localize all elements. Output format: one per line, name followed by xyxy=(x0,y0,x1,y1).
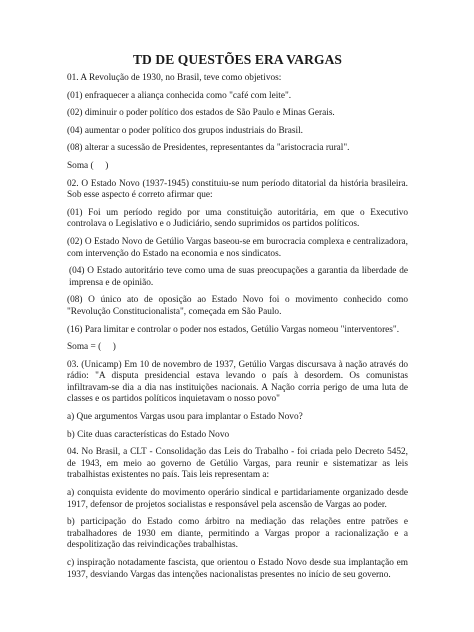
question-3-item-b: b) Cite duas características do Estado Novo xyxy=(67,429,230,440)
question-4-prompt: 04. No Brasil, a CLT - Consolidação das Leis do Trabalho - foi criada pelo Decreto 5452, de 1943, em meio ao governo de Getúlio Vargas, para reunir e sistematizar as leis trabalhistas existentes no país. Tais leis representam a: xyxy=(67,447,408,481)
question-2-option-02: (02) O Estado Novo de Getúlio Vargas baseou-se em burocracia complexa e centralizadora, com intervenção do Estado na economia e nos sindicatos. xyxy=(67,236,408,259)
question-1-option-02: (02) diminuir o poder político dos estados de São Paulo e Minas Gerais. xyxy=(67,108,335,119)
question-1-sum: Soma ( ) xyxy=(67,160,109,171)
question-3-prompt: 03. (Unicamp) Em 10 de novembro de 1937, Getúlio Vargas discursava à nação através do rádio: "A disputa presidencial estava levando o país à desordem. Os comunistas infiltravam-se dia a dia nas instituições nacionais. A Nação corria perigo de uma luta de classes e os partidos políticos inquietavam o nosso povo" xyxy=(67,359,408,405)
question-1-option-01: (01) enfraquecer a aliança conhecida como "café com leite". xyxy=(67,90,292,101)
question-2-option-16: (16) Para limitar e controlar o poder nos estados, Getúlio Vargas nomeou "interventores". xyxy=(67,324,400,335)
question-1-prompt: 01. A Revolução de 1930, no Brasil, teve como objetivos: xyxy=(67,73,282,83)
question-1-option-08: (08) alterar a sucessão de Presidentes, representantes da "aristocracia rural". xyxy=(67,143,350,154)
question-1-option-04: (04) aumentar o poder político dos grupos industriais do Brasil. xyxy=(67,125,303,136)
question-3-item-a: a) Que argumentos Vargas usou para implantar o Estado Novo? xyxy=(67,412,303,423)
question-4-option-b: b) participação do Estado como árbitro na mediação das relações entre patrões e trabalhadores de 1930 em diante, permitindo a Vargas propor a racionalização e a despolitização das reivindicações trabalhistas. xyxy=(67,517,408,551)
question-2-prompt: 02. O Estado Novo (1937-1945) constituiu-se num período ditatorial da história brasileira. Sob esse aspecto é correto afirmar que: xyxy=(67,178,408,201)
question-4-option-a: a) conquista evidente do movimento operário sindical e partidariamente organizado desde 1917, defensor de projetos socialistas e responsável pela ascensão de Vargas ao poder. xyxy=(67,488,408,510)
question-2-option-01: (01) Foi um período regido por uma constituição autoritária, em que o Executivo controlava o Legislativo e o Judiciário, sendo suprimidos os partidos políticos. xyxy=(67,207,408,230)
question-2-sum: Soma = ( ) xyxy=(67,342,116,353)
question-2-option-08: (08) O único ato de oposição ao Estado Novo foi o movimento conhecido como "Revolução Constitucionalista", começada em São Paulo. xyxy=(67,295,408,317)
page-title: TD DE QUESTÕES ERA VARGAS xyxy=(132,52,343,67)
question-4-option-c: c) inspiração notadamente fascista, que orientou o Estado Novo desde sua implantação em 1937, desviando Vargas das intenções nacionalistas presentes no início de seu governo. xyxy=(67,558,408,580)
question-2-option-04: (04) O Estado autoritário teve como uma de suas preocupações a garantia da liberdade de imprensa e de opinião. xyxy=(69,266,408,288)
